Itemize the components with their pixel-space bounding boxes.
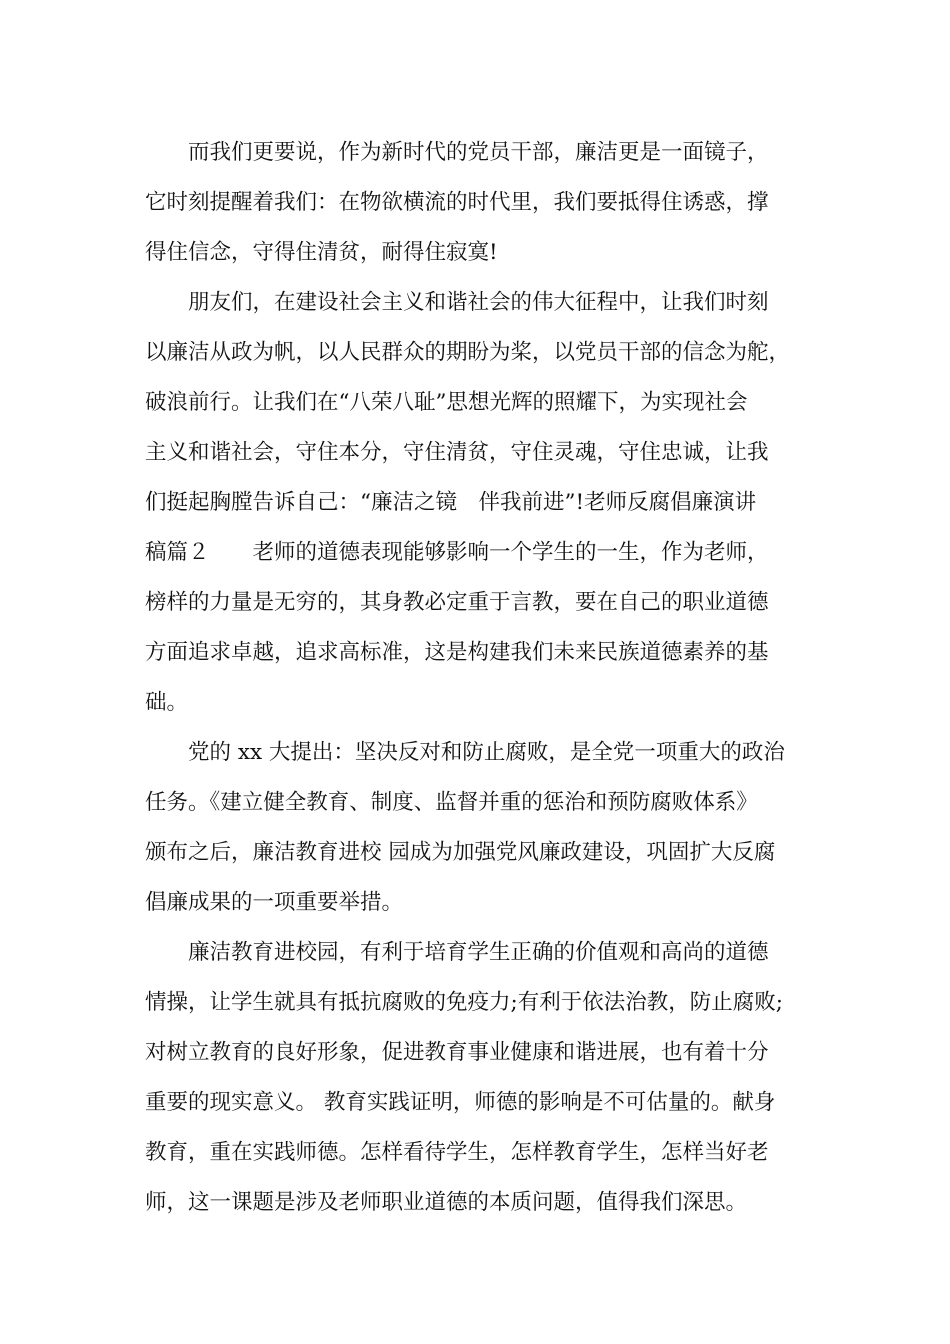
text-line: 倡廉成果的一项重要举措。 — [145, 890, 404, 915]
text-line: 对树立教育的良好形象，促进教育事业健康和谐进展，也有着十分 — [145, 1040, 769, 1065]
text-line: 方面追求卓越，追求高标准，这是构建我们未来民族道德素养的基 — [145, 640, 769, 665]
text-line: 而我们更要说，作为新时代的党员干部，廉洁更是一面镜子， — [145, 140, 769, 165]
text-line: 它时刻提醒着我们：在物欲横流的时代里，我们要抵得住诱惑，撑 — [145, 190, 769, 215]
text-line: 颁布之后，廉洁教育进校 园成为加强党风廉政建设，巩固扩大反腐 — [145, 840, 776, 865]
text-line: 教育，重在实践师德。怎样看待学生，怎样教育学生，怎样当好老 — [145, 1140, 769, 1165]
text-line: 朋友们，在建设社会主义和谐社会的伟大征程中，让我们时刻 — [145, 290, 769, 315]
text-line: 任务。《建立健全教育、制度、监督并重的惩治和预防腐败体系》 — [145, 790, 758, 815]
text-line: 重要的现实意义。 教育实践证明，师德的影响是不可估量的。献身 — [145, 1090, 776, 1115]
paragraph-3 — [145, 728, 815, 928]
text-line: 廉洁教育进校园，有利于培育学生正确的价值观和高尚的道德 — [145, 940, 769, 965]
text-line: 破浪前行。让我们在“八荣八耻”思想光辉的照耀下，为实现社会 — [145, 390, 748, 415]
text-line: 榜样的力量是无穷的，其身教必定重于言教，要在自己的职业道德 — [145, 590, 769, 615]
text-line: 础。 — [145, 690, 189, 715]
document-body — [145, 128, 815, 1228]
text-line: 得住信念，守得住清贫，耐得住寂寞! — [145, 240, 498, 265]
text-line: 们挺起胸膛告诉自己：“廉洁之镜 伴我前进”!老师反腐倡廉演讲 — [145, 490, 757, 515]
paragraph-1 — [145, 128, 815, 278]
text-line: 稿篇２ 老师的道德表现能够影响一个学生的一生，作为老师， — [145, 540, 769, 565]
text-line: 以廉洁从政为帆，以人民群众的期盼为桨，以党员干部的信念为舵， — [145, 340, 791, 365]
text-line: 情操，让学生就具有抵抗腐败的免疫力;有利于依法治教，防止腐败; — [145, 990, 783, 1015]
paragraph-2 — [145, 278, 815, 728]
text-line: 主义和谐社会，守住本分，守住清贫，守住灵魂，守住忠诚，让我 — [145, 440, 769, 465]
text-line: 党的 xx 大提出：坚决反对和防止腐败，是全党一项重大的政治 — [145, 740, 785, 765]
paragraph-4 — [145, 928, 815, 1228]
text-line: 师，这一课题是涉及老师职业道德的本质问题，值得我们深思。 — [145, 1190, 748, 1215]
